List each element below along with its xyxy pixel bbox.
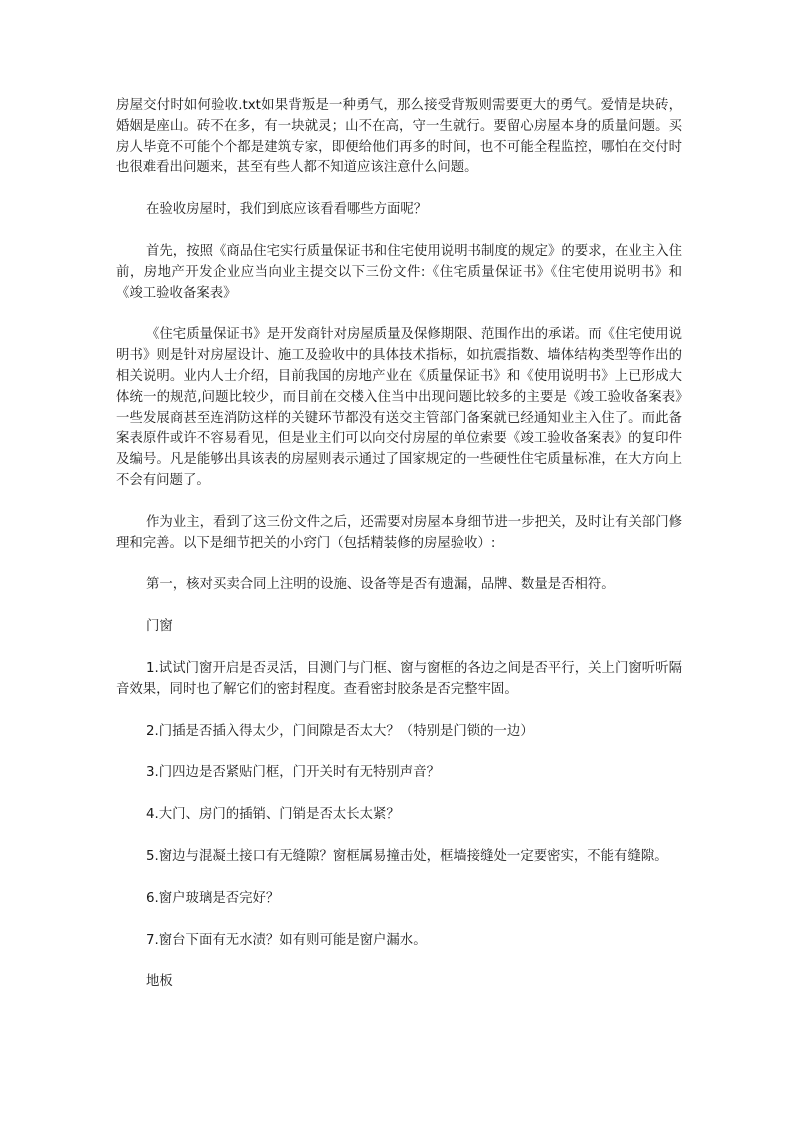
list-item: 2.门插是否插入得太少，门间隙是否太大？（特别是门锁的一边）	[146, 723, 534, 739]
list-item: 7.窗台下面有无水渍？如有则可能是窗户漏水。	[146, 932, 427, 948]
list-item: 5.窗边与混凝土接口有无缝隙？窗框属易撞击处，框墙接缝处一定要密实，不能有缝隙。	[146, 848, 668, 864]
section-heading-floor: 地板	[146, 974, 173, 990]
documents-paragraph: 首先，按照《商品住宅实行质量保证书和住宅使用说明书制度的规定》的要求，在业主入住前，房地产开发企业应当向业主提交以下三份文件:《住宅质量保证书》《住宅使用说明书》和《竣工验收备案表》	[116, 243, 682, 301]
list-item: 6.窗户玻璃是否完好？	[146, 890, 280, 906]
section-heading-door: 门窗	[146, 619, 173, 635]
owner-paragraph: 作为业主，看到了这三份文件之后，还需要对房屋本身细节进一步把关，及时让有关部门修理和完善。以下是细节把关的小窍门（包括精装修的房屋验收）:	[116, 514, 682, 551]
contract-check-paragraph: 第一，核对买卖合同上注明的设施、设备等是否有遗漏，品牌、数量是否相符。	[146, 577, 615, 593]
list-item: 1.试试门窗开启是否灵活，目测门与门框、窗与窗框的各边之间是否平行，关上门窗听听隔音效果，同时也了解它们的密封程度。查看密封胶条是否完整牢固。	[116, 660, 682, 697]
document-page	[116, 96, 682, 1014]
question-paragraph: 在验收房屋时，我们到底应该看看哪些方面呢？	[146, 202, 428, 218]
list-item: 4.大门、房门的插销、门销是否太长太紧？	[146, 807, 400, 823]
intro-paragraph: 房屋交付时如何验收.txt如果背叛是一种勇气，那么接受背叛则需要更大的勇气。爱情是块砖，婚姻是座山。砖不在多，有一块就灵；山不在高，守一生就行。要留心房屋本身的质量问题。买房人毕竟不可能个个都是建筑专家，即便给他们再多的时间，也不可能全程监控，哪怕在交付时也很难看出问题来，甚至有些人都不知道应该注意什么问题。	[116, 98, 682, 176]
list-item: 3.门四边是否紧贴门框，门开关时有无特别声音？	[146, 765, 440, 781]
certificate-paragraph: 《住宅质量保证书》是开发商针对房屋质量及保修期限、范围作出的承诺。而《住宅使用说明书》则是针对房屋设计、施工及验收中的具体技术指标，如抗震指数、墙体结构类型等作出的相关说明。业内人士介绍，目前我国的房地产业在《质量保证书》和《使用说明书》上已形成大体统一的规范,问题比较少，而目前在交楼入住当中出现问题比较多的主要是《竣工验收备案表》一些发展商甚至连消防这样的关键环节都没有送交主管部门备案就已经通知业主入住了。而此备案表原件或许不容易看见，但是业主们可以向交付房屋的单位索要《竣工验收备案表》的复印件及编号。凡是能够出具该表的房屋则表示通过了国家规定的一些硬性住宅质量标准，在大方向上不会有问题了。	[116, 327, 682, 488]
